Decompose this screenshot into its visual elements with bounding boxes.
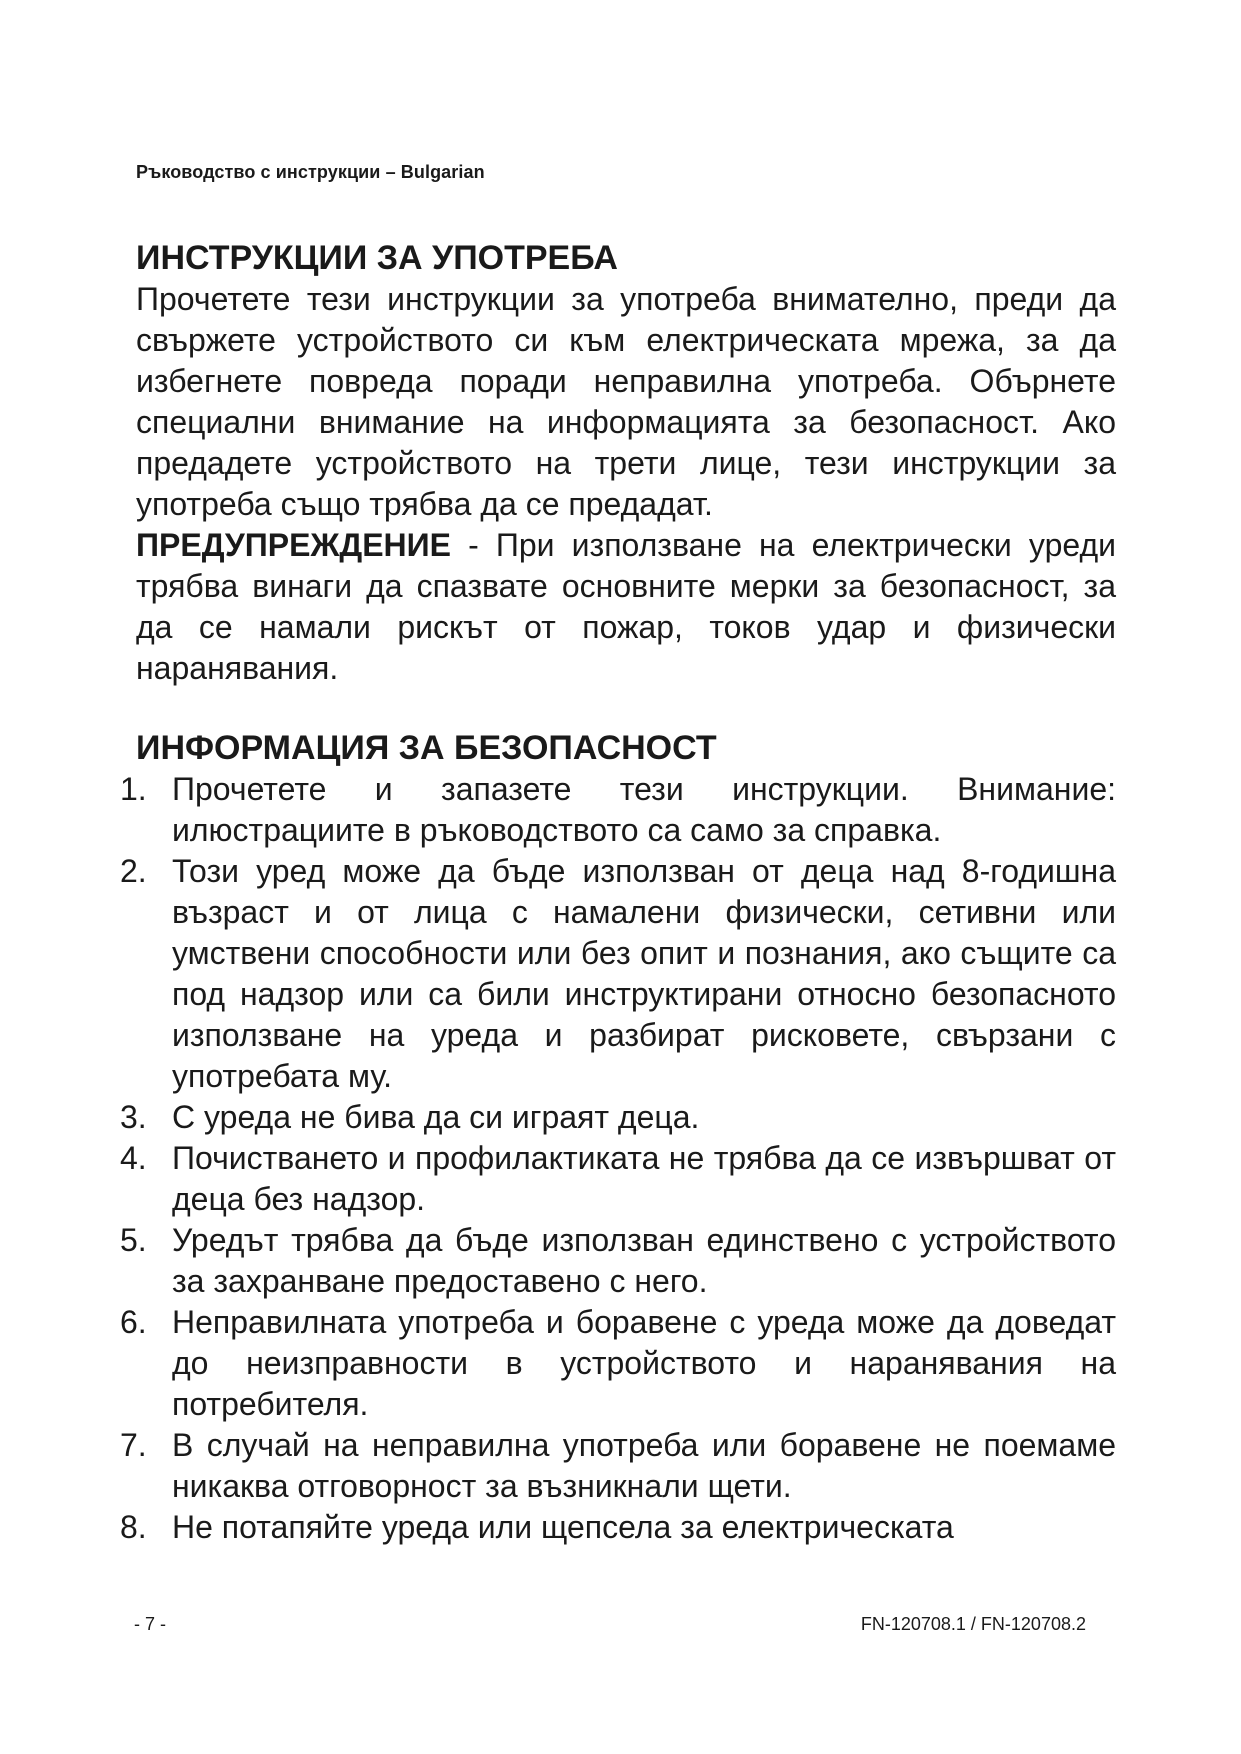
safety-item-text: С уреда не бива да си играят деца. bbox=[172, 1099, 700, 1135]
safety-item-text: Прочетете и запазете тези инструкции. Внимание: илюстрациите в ръководството са само за справка. bbox=[172, 771, 1116, 848]
safety-item-number: 4. bbox=[120, 1140, 147, 1176]
safety-item-number: 3. bbox=[120, 1099, 147, 1135]
safety-item-6 bbox=[120, 1302, 1116, 1425]
page-number: - 7 - bbox=[134, 1614, 167, 1634]
safety-item-1 bbox=[120, 769, 1116, 851]
safety-item-number: 5. bbox=[120, 1222, 147, 1258]
safety-item-text: В случай на неправилна употреба или боравене не поемаме никаква отговорност за възникнали щети. bbox=[172, 1427, 1116, 1504]
safety-item-text: Неправилната употреба и боравене с уреда може да доведат до неизправности в устройството и наранявания на потребителя. bbox=[172, 1304, 1116, 1422]
warning-paragraph bbox=[136, 525, 1116, 689]
safety-item-7 bbox=[120, 1425, 1116, 1507]
usage-instructions-paragraph: Прочетете тези инструкции за употреба внимателно, преди да свържете устройството си към електрическата мрежа, за да избегнете повреда поради неправилна употреба. Обърнете специални внимание на информацията за безопасност. Ако предадете устройството на трети лице, тези инструкции за употреба също трябва да се предадат. bbox=[136, 281, 1116, 522]
safety-item-2 bbox=[120, 851, 1116, 1097]
safety-item-text: Почистването и профилактиката не трябва да се извършват от деца без надзор. bbox=[172, 1140, 1116, 1217]
safety-information-title: ИНФОРМАЦИЯ ЗА БЕЗОПАСНОСТ bbox=[136, 729, 717, 767]
safety-item-text: Не потапяйте уреда или щепсела за електрическата bbox=[172, 1509, 954, 1545]
running-header: Ръководство с инструкции – Bulgarian bbox=[136, 162, 485, 182]
page-content bbox=[120, 238, 1116, 1548]
warning-label: ПРЕДУПРЕЖДЕНИЕ bbox=[136, 527, 451, 563]
safety-item-8 bbox=[120, 1507, 1116, 1548]
safety-item-number: 7. bbox=[120, 1427, 147, 1463]
usage-instructions-title: ИНСТРУКЦИИ ЗА УПОТРЕБА bbox=[136, 239, 618, 277]
safety-item-number: 2. bbox=[120, 853, 147, 889]
safety-item-3 bbox=[120, 1097, 1116, 1138]
safety-item-number: 1. bbox=[120, 771, 147, 807]
safety-item-number: 6. bbox=[120, 1304, 147, 1340]
safety-item-text: Този уред може да бъде използван от деца над 8-годишна възраст и от лица с намалени физически, сетивни или умствени способности или без опит и познания, ако същите са под надзор или са били инструктирани относно безопасното използване на уреда и разбират рисковете, свързани с употребата му. bbox=[172, 853, 1116, 1094]
safety-item-5 bbox=[120, 1220, 1116, 1302]
safety-item-text: Уредът трябва да бъде използван единствено с устройството за захранване предоставено с него. bbox=[172, 1222, 1116, 1299]
safety-item-4 bbox=[120, 1138, 1116, 1220]
section-spacer bbox=[136, 689, 1116, 728]
safety-item-number: 8. bbox=[120, 1509, 147, 1545]
warning-text: - При използване на електрически уреди трябва винаги да спазвате основните мерки за безопасност, за да се намали рискът от пожар, токов удар и физически наранявания. bbox=[136, 527, 1116, 686]
safety-list bbox=[120, 769, 1116, 1548]
model-number: FN-120708.1 / FN-120708.2 bbox=[860, 1614, 1086, 1634]
